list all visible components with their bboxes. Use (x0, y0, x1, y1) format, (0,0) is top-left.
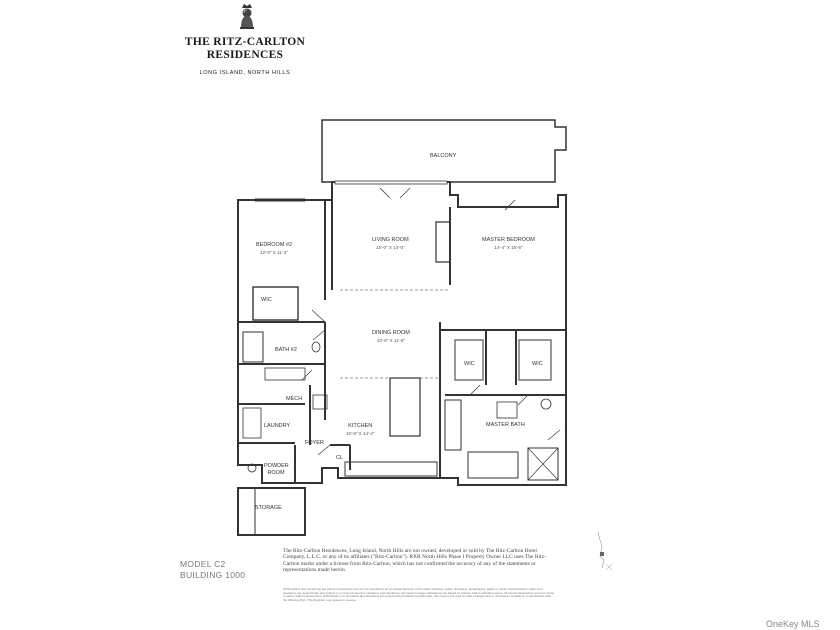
room-kitchen (346, 423, 374, 437)
brand-name-line2: RESIDENCES (206, 49, 284, 61)
room-master-bedroom (482, 237, 535, 251)
room-foyer (305, 440, 324, 447)
room-wic-bedroom-2-name: WIC (261, 297, 272, 303)
room-kitchen-name: KITCHEN (348, 423, 373, 429)
key-plan-icon (590, 530, 620, 580)
room-foyer-name: FOYER (305, 440, 324, 446)
brand-location: LONG ISLAND, NORTH HILLS (199, 70, 291, 76)
room-balcony-name: BALCONY (430, 153, 457, 159)
room-dining-name: DINING ROOM (372, 330, 410, 336)
room-master-bath-name: MASTER BATH (486, 422, 525, 428)
room-wic-master-right (532, 361, 543, 368)
room-mech (286, 396, 302, 403)
mls-watermark: OneKey MLS (766, 619, 820, 629)
model-label (180, 559, 245, 581)
room-storage (255, 505, 282, 512)
room-master-bath (486, 422, 525, 429)
room-bath-2 (275, 347, 297, 354)
room-dining (372, 330, 410, 344)
room-wic-master-left-name: WIC (464, 361, 475, 367)
fine-print: All floorplans and renderings are artist's conceptions and are not intended to be an actual depiction of the walls, windows, walks, driveways, landscaping, patios or decks. All dimensions, plans and elevations are approximate and subject to normal construction variations and tolerances. All square footage calculations are based on exterior wall to wall dimensions. All interior dimensions are from center to wall to wall measurements. RXR Realty LLC floorplans and elevations are protected by Federal copyright laws. We reserve the right to make changes due to unforeseen conditions, in accordance with the Offering Plan. This floorplan may appear in reverse. (283, 587, 555, 602)
room-master-bedroom-name: MASTER BEDROOM (482, 237, 535, 243)
room-wic-master-right-name: WIC (532, 361, 543, 367)
room-bath-2-name: BATH #2 (275, 347, 297, 353)
room-master-bedroom-dim: 14'-4" X 16'-6" (494, 245, 523, 250)
room-laundry (264, 423, 290, 430)
room-closet (336, 455, 343, 462)
room-bedroom-2-dim: 12'-0" X 11'-2" (259, 250, 289, 255)
room-bedroom-2-name: BEDROOM #2 (256, 242, 293, 248)
room-living-name: LIVING ROOM (372, 237, 409, 243)
room-closet-name: CL (336, 455, 344, 461)
brand-name-line1: THE RITZ-CARLTON (184, 36, 306, 48)
room-powder (264, 463, 288, 477)
model-line2: BUILDING 1000 (180, 570, 246, 580)
room-kitchen-dim: 16'-8" X 14'-4" (346, 431, 375, 436)
room-living-dim: 15'-0" X 14'-0" (376, 245, 405, 250)
room-dining-dim: 13'-6" X 11'-9" (376, 338, 405, 343)
room-balcony (430, 153, 456, 160)
room-powder-name: POWDER ROOM (264, 463, 289, 476)
room-bedroom-2 (256, 242, 292, 256)
model-line1: MODEL C2 (180, 559, 226, 569)
room-wic-master-left (464, 361, 475, 368)
room-living (372, 237, 409, 251)
room-mech-name: MECH (286, 396, 303, 402)
room-wic-bedroom-2 (261, 297, 272, 304)
room-laundry-name: LAUNDRY (264, 423, 291, 429)
room-storage-name: STORAGE (255, 505, 282, 511)
disclaimer-text: The Ritz-Carlton Residences, Long Island, North Hills are not owned, developed or sold by The Ritz-Carlton Hotel Company, L.L.C. or any of its affiliates ("Ritz-Carlton"). RXR North Hills Phase I Property Owner LLC uses The Ritz-Carlton marks under a license from Ritz-Carlton, which has not confirmed the accuracy of any of the statements or representations made herein. (283, 548, 546, 574)
